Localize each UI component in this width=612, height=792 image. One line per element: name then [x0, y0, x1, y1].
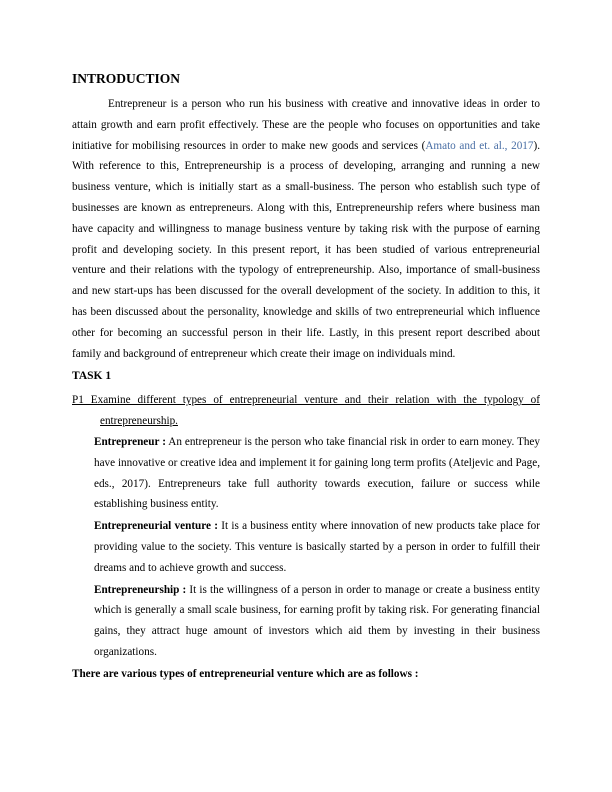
definition-term: Entrepreneurship :: [94, 583, 187, 596]
document-page: [72, 70, 540, 685]
definition-text: An entrepreneur is the person who take financial risk in order to earn money. They have innovative or creative idea and implement it for gaining long term profits (Ateljevic and Page, eds., 2017). Entrepreneurs take full authority towards execution, failure or success while establishing business entity.: [94, 435, 540, 511]
definition-list: [72, 432, 540, 663]
introduction-citation: Amato and et. al., 2017: [425, 139, 534, 152]
definition-term: Entrepreneurial venture :: [94, 520, 218, 533]
definition-entrepreneur: [94, 432, 540, 515]
definition-entrepreneurial-venture: [94, 516, 540, 578]
task-subheading: P1 Examine different types of entrepreneurial venture and their relation with the typology of entrepreneurship.: [72, 394, 540, 428]
introduction-text-start: Entrepreneur is a person who run his business with creative and innovative ideas in order to attain growth and earn profit effectively. These are the people who focuses on opportunities and take initiative for mobilising resources in order to make new goods and services (: [72, 98, 540, 152]
closing-statement: There are various types of entrepreneurial venture which are as follows :: [72, 667, 419, 680]
definition-entrepreneurship: [94, 580, 540, 663]
definition-term: Entrepreneur :: [94, 435, 166, 448]
introduction-text-end: ). With reference to this, Entrepreneurship is a process of developing, arranging and running a new business venture, which is initially start as a small-business. The person who establish such type of businesses are known as entrepreneurs. Along with this, Entrepreneurship refers where business man have capacity and willingness to manage business venture by taking risk with the purpose of earning profit and developing society. In this present report, it has been studied of various entrepreneurial venture and their relations with the typology of entrepreneurship. Also, importance of small-business and new start-ups has been discussed for the overall development of the society. In addition to this, it has been discussed about the personality, knowledge and skills of two entrepreneurial which influence other for becoming an successful person in their life. Lastly, in this present report described about family and background of entrepreneur which create their image on individuals mind.: [72, 139, 541, 360]
definition-text: It is a business entity where innovation of new products take place for providing value to the society. This venture is basically started by a person in order to fulfill their dreams and to achieve growth and success.: [94, 520, 540, 574]
definition-text: It is the willingness of a person in order to manage or create a business entity which is generally a small scale business, for earning profit by taking risk. For generating financial gains, they attract huge amount of investors which aid them by investing in their business organizations.: [94, 583, 540, 658]
introduction-paragraph: [72, 94, 540, 364]
introduction-heading: INTRODUCTION: [72, 71, 181, 86]
task-heading: TASK 1: [72, 370, 112, 383]
